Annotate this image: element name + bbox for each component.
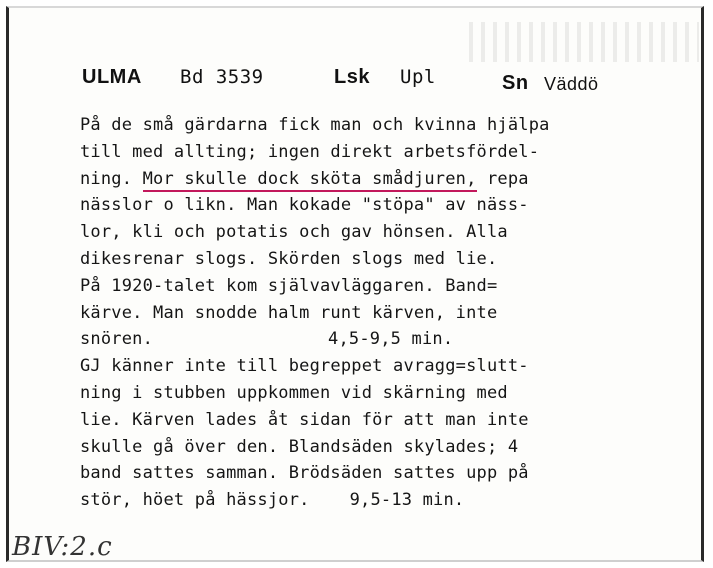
text-line bbox=[80, 326, 700, 353]
text-line: dikesrenar slogs. Skörden slogs med lie. bbox=[80, 248, 498, 269]
text-line bbox=[80, 166, 700, 193]
volume-number: Bd 3539 bbox=[180, 66, 264, 88]
underlined-phrase: Mor skulle dock sköta smådjuren, bbox=[143, 169, 477, 192]
card-body-text bbox=[80, 112, 700, 514]
text-line: GJ känner inte till begreppet avragg=slutt- bbox=[80, 356, 529, 377]
text-line: skulle gå över den. Blandsäden skylades; 4 bbox=[80, 436, 519, 457]
text-fragment: repa bbox=[476, 168, 529, 189]
text-line: På 1920-talet kom självavläggaren. Band= bbox=[80, 275, 498, 296]
duration-1: 4,5-9,5 min. bbox=[328, 329, 454, 350]
parish-label: Sn bbox=[502, 72, 529, 94]
text-line: lie. Kärven lades åt sidan för att man inte bbox=[80, 409, 529, 430]
text-line: band sattes samman. Brödsäden sattes upp på bbox=[80, 463, 529, 484]
text-line: nässlor o likn. Man kokade "stöpa" av näss- bbox=[80, 195, 529, 216]
text-line: På de små gärdarna fick man och kvinna hjälpa bbox=[80, 115, 550, 135]
handwritten-signature: BIV:2.c bbox=[12, 532, 113, 562]
region-code: Upl bbox=[400, 66, 436, 88]
bleed-through-marks bbox=[469, 22, 699, 62]
text-fragment: snören. bbox=[80, 329, 154, 350]
text-line bbox=[80, 487, 700, 514]
text-fragment: ning. bbox=[80, 168, 143, 189]
text-fragment: stör, höet på hässjor. bbox=[80, 490, 310, 511]
archive-code: ULMA bbox=[82, 66, 142, 88]
text-line: ning i stubben uppkommen vid skärning med bbox=[80, 382, 508, 403]
category-code: Lsk bbox=[334, 66, 370, 88]
parish-name: Väddö bbox=[544, 74, 599, 94]
text-line: kärve. Man snodde halm runt kärven, inte bbox=[80, 302, 498, 323]
text-line: lor, kli och potatis och gav hönsen. Alla bbox=[80, 222, 508, 243]
duration-2: 9,5-13 min. bbox=[349, 490, 465, 511]
text-line: till med allting; ingen direkt arbetsfördel- bbox=[80, 141, 540, 162]
